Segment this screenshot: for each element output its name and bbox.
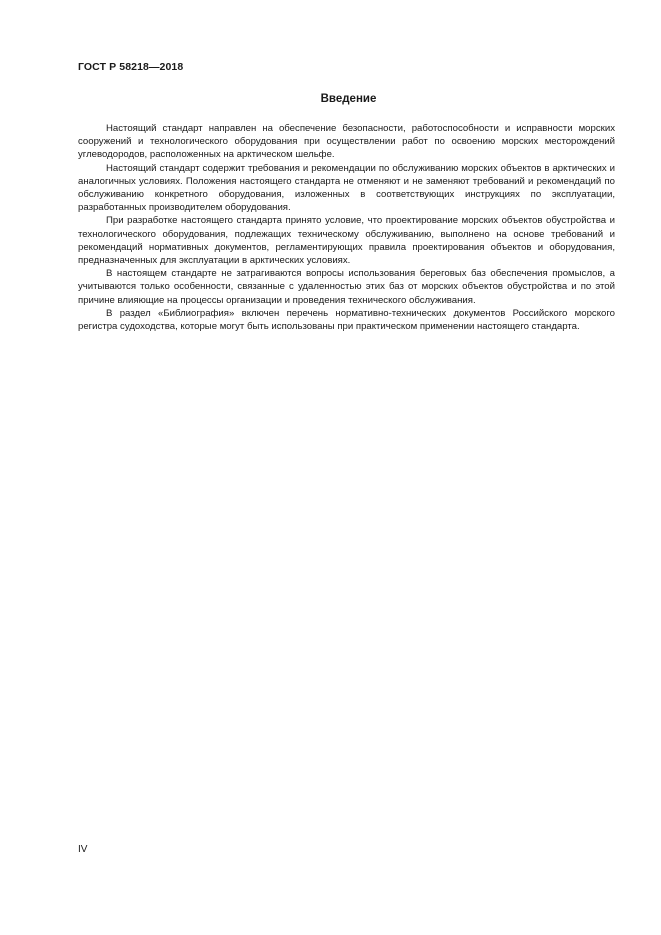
section-title: Введение	[320, 93, 377, 105]
introduction-body	[78, 122, 615, 333]
paragraph: При разработке настоящего стандарта принято условие, что проектирование морских объектов обустройства и технологического оборудования, подлежащих техническому обслуживанию, выполнено на основе требований и рекомендаций нормативных документов, регламентирующих правила проектирования объектов и оборудования, предназначенных для эксплуатации в арктических условиях.	[78, 215, 615, 267]
paragraph: Настоящий стандарт содержит требования и рекомендации по обслуживанию морских объектов в арктических и аналогичных условиях. Положения настоящего стандарта не отменяют и не заменяют требований и рекомендаций по обслуживанию конкретного оборудования, изложенных в соответствующих инструкциях по эксплуатации, разработанных производителем оборудования.	[78, 162, 615, 214]
document-code: ГОСТ Р 58218—2018	[78, 61, 184, 73]
page-number: IV	[78, 844, 88, 855]
paragraph: В раздел «Библиография» включен перечень нормативно-технических документов Российского морского регистра судоходства, которые могут быть использованы при практическом применении настоящего стандарта.	[78, 307, 615, 333]
paragraph: В настоящем стандарте не затрагиваются вопросы использования береговых баз обеспечения промыслов, а учитываются только особенности, связанные с удаленностью этих баз от морских объектов обустройства и по этой причине влияющие на процессы организации и проведения технического обслуживания.	[78, 268, 615, 306]
paragraph: Настоящий стандарт направлен на обеспечение безопасности, работоспособности и исправности морских сооружений и технологического оборудования при осуществлении работ по освоению морских месторождений углеводородов, расположенных на арктическом шельфе.	[78, 123, 615, 161]
